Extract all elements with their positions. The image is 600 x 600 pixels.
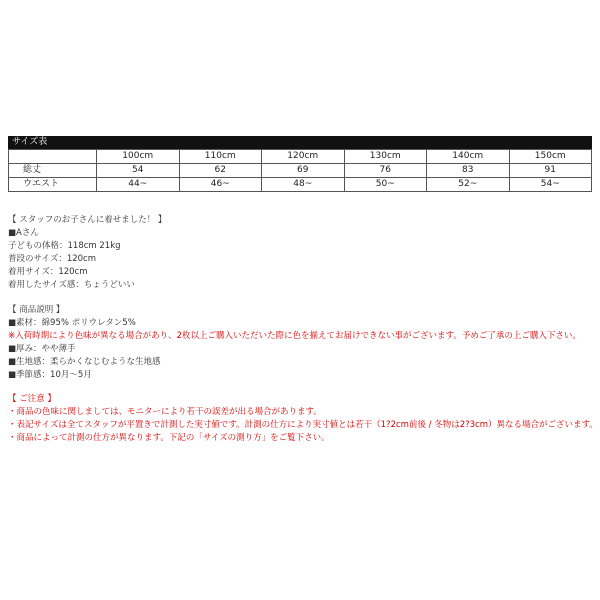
size-column-header: 120cm (262, 150, 345, 164)
staff-line: 着用サイズ：120cm (8, 267, 88, 277)
size-cell: 54~ (509, 178, 592, 192)
product-line: ■生地感：柔らかくなじむような生地感 (8, 357, 161, 367)
size-table-corner-cell (9, 150, 97, 164)
size-table (8, 149, 592, 192)
size-row-label: ウエスト (9, 178, 97, 192)
size-column-header: 110cm (179, 150, 262, 164)
product-heading: 【 商品説明 】 (8, 305, 65, 315)
staff-heading: 【 スタッフのお子さんに着せました！ 】 (8, 215, 167, 225)
product-material: ■素材：綿95% ポリウレタン5% (8, 318, 136, 328)
product-description-section (8, 304, 581, 382)
size-cell: 62 (179, 164, 262, 178)
product-line: ■厚み：やや薄手 (8, 344, 76, 354)
staff-line: 普段のサイズ：120cm (8, 254, 96, 264)
product-stock-note: ※入荷時期により色味が異なる場合があり、2枚以上ご購入いただいた際に色を揃えてお届けできない事がございます。予めご了承の上ご購入下さい。 (8, 331, 581, 341)
size-cell: 54 (97, 164, 180, 178)
size-column-header: 100cm (97, 150, 180, 164)
size-table-row-waist (9, 178, 592, 192)
staff-line: ■Aさん (8, 228, 39, 238)
notice-line: ・表記サイズは全てスタッフが平置きで計測した実寸値です。計測の仕方により実寸値とは若干（1?2cm前後 / 冬物は2?3cm）異なる場合がございます。 (8, 420, 598, 430)
notice-heading: 【 ご注意 】 (8, 394, 56, 404)
size-table-row-length (9, 164, 592, 178)
size-table-section (8, 136, 592, 192)
size-cell: 91 (509, 164, 592, 178)
size-column-header: 150cm (509, 150, 592, 164)
size-row-label: 総丈 (9, 164, 97, 178)
notice-line: ・商品によって計測の仕方が異なります。下記の「サイズの測り方」をご覧下さい。 (8, 433, 330, 443)
size-cell: 83 (427, 164, 510, 178)
size-cell: 50~ (344, 178, 427, 192)
staff-fit-section (8, 214, 166, 292)
size-cell: 44~ (97, 178, 180, 192)
size-cell: 48~ (262, 178, 345, 192)
notice-section (8, 393, 598, 445)
size-table-header-row (9, 150, 592, 164)
size-column-header: 140cm (427, 150, 510, 164)
staff-line: 着用したサイズ感：ちょうどいい (8, 280, 135, 290)
size-cell: 76 (344, 164, 427, 178)
staff-line: 子どもの体格：118cm 21kg (8, 241, 121, 251)
product-line: ■季節感：10月～5月 (8, 370, 92, 380)
size-cell: 69 (262, 164, 345, 178)
size-column-header: 130cm (344, 150, 427, 164)
size-cell: 46~ (179, 178, 262, 192)
notice-line: ・商品の色味に関しましては、モニターにより若干の誤差が出る場合があります。 (8, 407, 322, 417)
size-table-title: サイズ表 (8, 136, 592, 149)
size-cell: 52~ (427, 178, 510, 192)
